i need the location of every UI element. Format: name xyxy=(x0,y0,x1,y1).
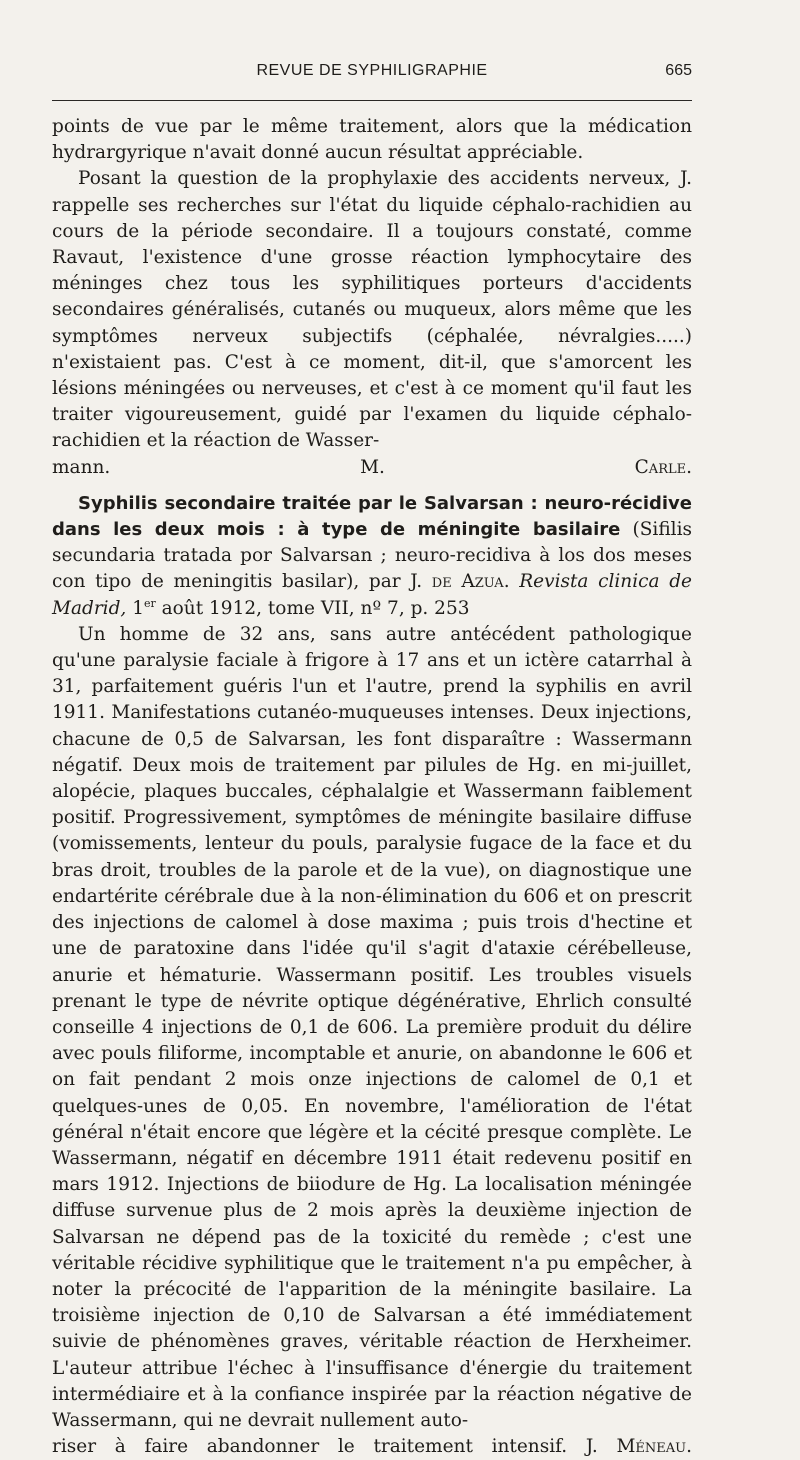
article-author: de Azua. xyxy=(431,571,510,593)
running-title: REVUE DE SYPHILIGRAPHIE xyxy=(256,62,488,79)
article-spanish-title: (Sifilis secundaria tratada por Salvarsan ; neuro-recidiva à los dos meses con tipo de meningitis basilar), par J. xyxy=(52,519,693,593)
reviewer-signature-meneau: J. Méneau. xyxy=(585,1436,692,1458)
paragraph-continuation: points de vue par le même traitement, alors que la médication hydrargyrique n'avait donné aucun résultat appréciable. xyxy=(52,116,692,164)
article-body: Un homme de 32 ans, sans autre antécédent pathologique qu'une paralysie faciale à frigore à 17 ans et un ictère catarrhal à 31, parfaitement guéris l'un et l'autre, prend la syphilis en avril 1911. Manifestations cutanéo-muqueuses intenses. Deux injections, chacune de 0,5 de Salvarsan, les font disparaître : Wassermann négatif. Deux mois de traitement par pilules de Hg. en mi-juillet, alopécie, plaques buccales, céphalalgie et Wassermann faiblement positif. Progressivement, symptômes de méningite basilaire diffuse (vomissements, lenteur du pouls, paralysie fugace de la face et du bras droit, troubles de la parole et de la vue), on diagnostique une endartérite cérébrale due à la non-élimination du 606 et on prescrit des injections de calomel à dose maxima ; puis trois d'hectine et une de paratoxine dans l'idée qu'il s'agit d'ataxie cérébelleuse, anurie et hématurie. Wassermann positif. Les troubles visuels prenant le type de névrite optique dégénérative, Ehrlich consulté conseille 4 injections de 0,1 de 606. La première produit du délire avec pouls filiforme, incomptable et anurie, on abandonne le 606 et on fait pendant 2 mois onze injections de calomel de 0,1 et quelques-unes de 0,05. En novembre, l'amélioration de l'état général n'était encore que légère et la cécité presque complète. Le Wassermann, négatif en décembre 1911 était redevenu positif en mars 1912. Injections de biiodure de Hg. La localisation méningée diffuse survenue plus de 2 mois après la deuxième injection de Salvarsan ne dépend pas de la toxicité du remède ; c'est une véritable récidive syphilitique que le traitement n'a pu empêcher, à noter la précocité de l'apparition de la méningite basilaire. La troisième injection de 0,10 de Salvarsan a été immédiatement suivie de phénomènes graves, véritable réaction de Herxheimer. L'auteur attribue l'échec à l'insuffisance d'énergie du traitement intermédiaire et à la confiance inspirée par la réaction négative de Wassermann, qui ne devrait nullement auto- xyxy=(52,623,692,1431)
date-superscript: er xyxy=(143,596,156,610)
reviewer-signature: M. Carle. xyxy=(360,456,692,478)
journal-name: Revista clinica de Madrid, xyxy=(52,571,692,619)
paragraph-end: mann. xyxy=(52,456,111,478)
date-prefix: 1 xyxy=(126,597,144,619)
signature-line-meneau xyxy=(52,1434,692,1460)
article-body-end: riser à faire abandonner le traitement intensif. xyxy=(52,1436,568,1458)
paragraph-prophylaxis: Posant la question de la prophylaxie des accidents nerveux, J. rappelle ses recherches sur l'état du liquide céphalo-rachidien au cours de la période secondaire. Il a toujours constaté, comme Ravaut, l'existence d'une grosse réaction lymphocytaire des méninges chez tous les syphilitiques porteurs d'accidents secondaires généralisés, cutanés ou muqueux, alors même que les symptômes nerveux subjectifs (céphalée, névralgies.....) n'existaient pas. C'est à ce moment, dit-il, que s'amorcent les lésions méningées ou nerveuses, et c'est à ce moment qu'il faut les traiter vigoureusement, guidé par l'examen du liquide céphalo-rachidien et la réaction de Wasser- xyxy=(52,168,692,452)
article-title: Syphilis secondaire traitée par le Salvarsan : neuro-récidive dans les deux mois : à type de méningite basilaire xyxy=(52,492,692,541)
article-heading xyxy=(52,491,692,622)
citation-details: août 1912, tome VII, nº 7, p. 253 xyxy=(155,597,470,619)
page-header xyxy=(52,60,692,88)
page-content xyxy=(52,114,692,1460)
signature-line-carle xyxy=(52,455,692,481)
header-rule xyxy=(52,100,692,101)
page-number: 665 xyxy=(665,62,692,79)
section-gap xyxy=(52,481,692,491)
